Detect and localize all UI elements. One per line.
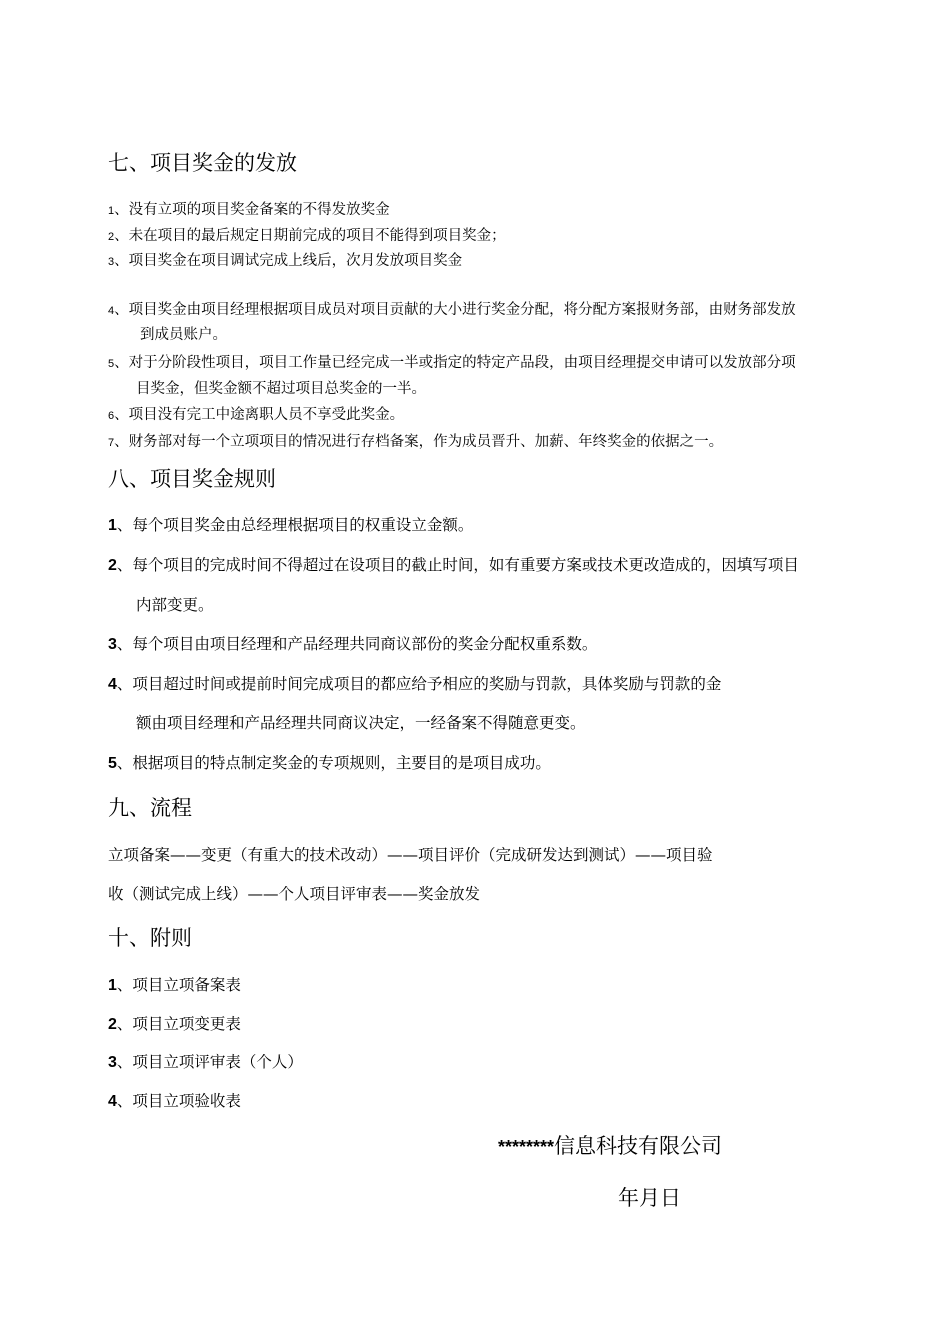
- list-item: 7、财务部对每一个立项项目的情况进行存档备案，作为成员晋升、加薪、年终奖金的依据之一。: [108, 434, 724, 450]
- section-8-title: 八、项目奖金规则: [108, 467, 276, 491]
- list-item: 6、项目没有完工中途离职人员不享受此奖金。: [108, 407, 405, 423]
- list-item: 4、项目超过时间或提前时间完成项目的都应给予相应的奖励与罚款，具体奖励与罚款的金: [108, 675, 722, 693]
- list-item-continuation: 额由项目经理和产品经理共同商议决定，一经备案不得随意更变。: [136, 714, 586, 732]
- list-item-continuation: 目奖金，但奖金额不超过项目总奖金的一半。: [136, 381, 426, 397]
- section-7-title: 七、项目奖金的发放: [108, 151, 297, 175]
- list-item: 1、项目立项备案表: [108, 976, 241, 994]
- list-item: 3、每个项目由项目经理和产品经理共同商议部份的奖金分配权重系数。: [108, 635, 598, 653]
- section-10-title: 十、附则: [108, 926, 192, 950]
- list-item: 5、根据项目的特点制定奖金的专项规则，主要目的是项目成功。: [108, 754, 551, 772]
- list-item: 5、对于分阶段性项目，项目工作量已经完成一半或指定的特定产品段，由项目经理提交申请可以发放部分项: [108, 355, 796, 371]
- flow-line: 立项备案——变更（有重大的技术改动）——项目评价（完成研发达到测试）——项目验: [108, 846, 713, 864]
- company-name: ********信息科技有限公司: [498, 1134, 723, 1158]
- list-item-continuation: 到成员账户。: [140, 327, 227, 343]
- list-item: 3、项目立项评审表（个人）: [108, 1053, 303, 1071]
- list-item: 4、项目立项验收表: [108, 1092, 241, 1110]
- list-item: 2、未在项目的最后规定日期前完成的项目不能得到项目奖金；: [108, 228, 506, 244]
- signature-date: 年月日: [618, 1186, 681, 1210]
- list-item: 1、每个项目奖金由总经理根据项目的权重设立金额。: [108, 516, 474, 534]
- list-item-continuation: 内部变更。: [136, 596, 214, 614]
- list-item: 2、项目立项变更表: [108, 1015, 241, 1033]
- section-9-title: 九、流程: [108, 796, 192, 820]
- flow-line: 收（测试完成上线）——个人项目评审表——奖金放发: [108, 885, 481, 903]
- list-item: 2、每个项目的完成时间不得超过在设项目的截止时间，如有重要方案或技术更改造成的，因填写项目: [108, 556, 799, 574]
- list-item: 4、项目奖金由项目经理根据项目成员对项目贡献的大小进行奖金分配，将分配方案报财务部，由财务部发放: [108, 302, 796, 318]
- list-item: 3、项目奖金在项目调试完成上线后，次月发放项目奖金: [108, 253, 463, 269]
- list-item: 1、没有立项的项目奖金备案的不得发放奖金: [108, 202, 390, 218]
